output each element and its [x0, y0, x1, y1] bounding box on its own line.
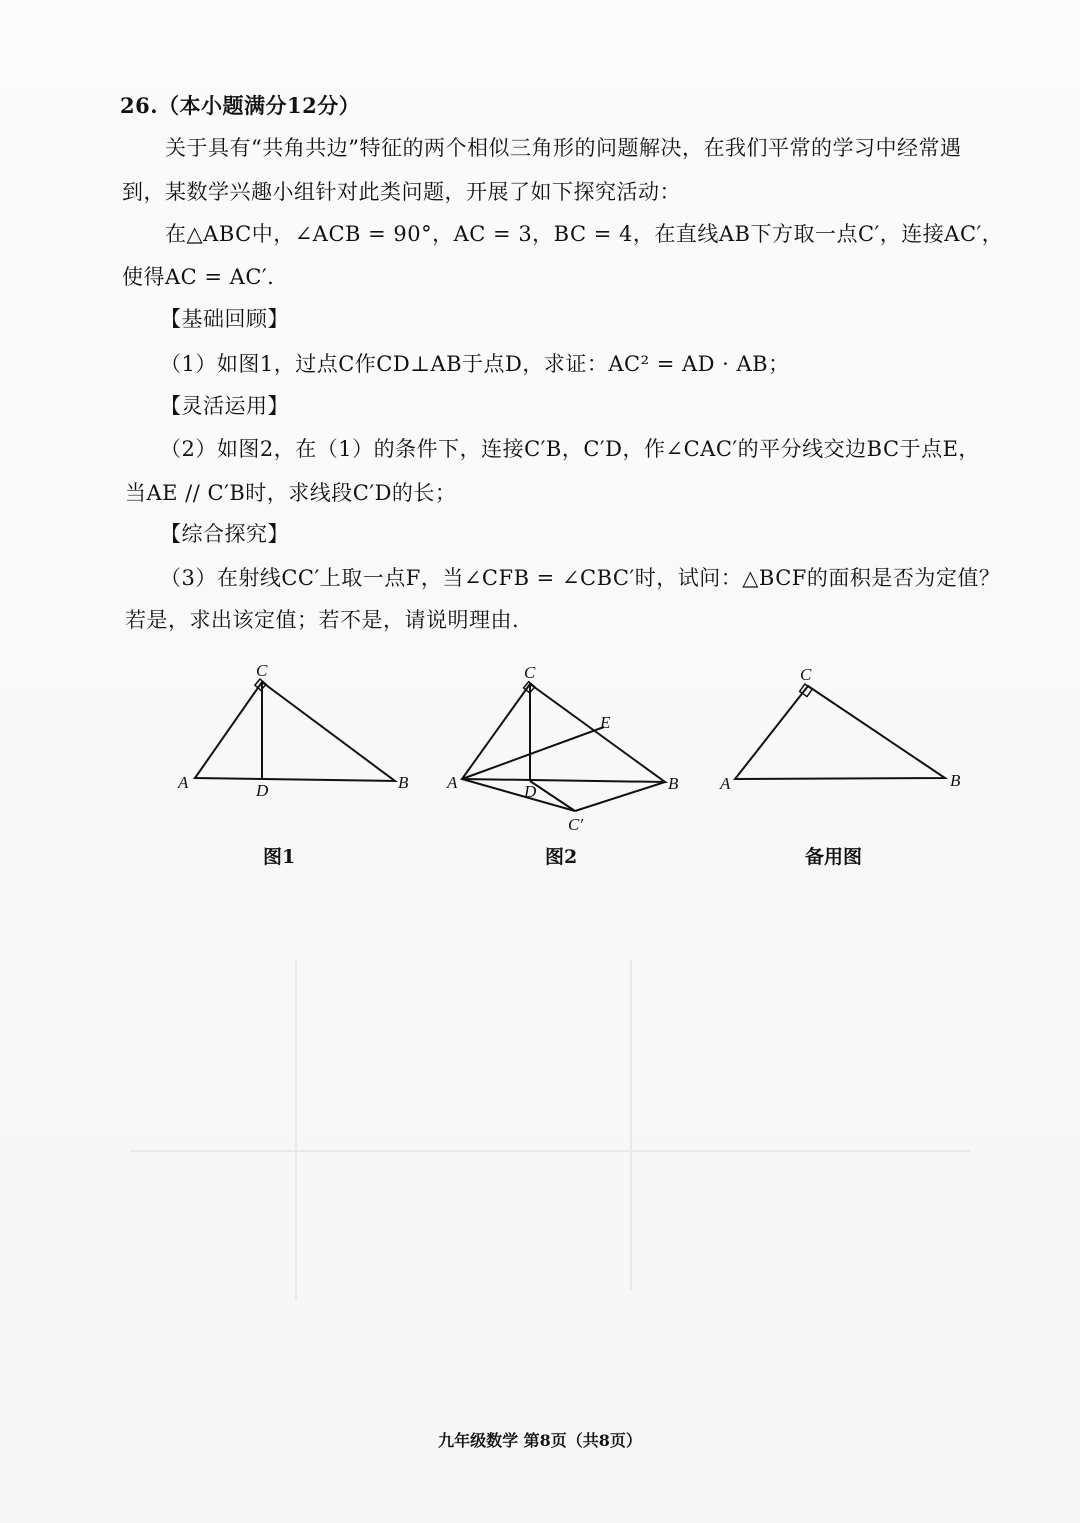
fig3-label-b: B [950, 771, 961, 790]
fig2-label-c: C [524, 663, 536, 682]
fig3-label-c: C [800, 665, 812, 684]
intro-line-1: 关于具有“共角共边”特征的两个相似三角形的问题解决，在我们平常的学习中经常遇 [165, 136, 962, 160]
figure-3-drawing [735, 684, 945, 779]
section-flexible-use: 【灵活运用】 [160, 394, 289, 418]
bleed-line [630, 960, 632, 1290]
fig3-label-a: A [720, 774, 731, 793]
page-footer: 九年级数学 第8页（共8页） [438, 1431, 642, 1450]
section-basic-review: 【基础回顾】 [160, 307, 289, 331]
part-3-line-2: 若是，求出该定值；若不是，请说明理由. [125, 608, 520, 632]
setup-line-2: 使得AC = AC′. [122, 265, 275, 289]
intro-line-2: 到，某数学兴趣小组针对此类问题，开展了如下探究活动： [122, 180, 681, 204]
figure-1-caption: 图1 [263, 846, 296, 868]
fig1-label-d: D [256, 781, 269, 800]
fig1-label-c: C [256, 661, 268, 680]
figure-3-caption: 备用图 [805, 846, 863, 868]
fig2-label-b: B [668, 774, 679, 793]
part-2-line-1: （2）如图2，在（1）的条件下，连接C′B，C′D，作∠CAC′的平分线交边BC于点E， [160, 437, 980, 461]
fig2-label-e: E [600, 713, 611, 732]
question-header: 26.（本小题满分12分） [120, 93, 361, 118]
fig2-label-d: D [524, 782, 537, 801]
section-comprehensive: 【综合探究】 [160, 522, 289, 546]
figure-2-drawing [462, 682, 665, 811]
bleed-line [130, 1150, 970, 1152]
figure-1-drawing [195, 679, 395, 781]
fig1-label-b: B [398, 773, 409, 792]
fig2-label-c-prime: C′ [568, 815, 584, 834]
bleed-line [295, 960, 297, 1300]
part-1: （1）如图1，过点C作CD⊥AB于点D，求证：AC² = AD · AB； [160, 352, 790, 376]
setup-line-1: 在△ABC中，∠ACB = 90°，AC = 3，BC = 4，在直线AB下方取一点C′，连接AC′， [165, 222, 1004, 246]
part-3-line-1: （3）在射线CC′上取一点F，当∠CFB = ∠CBC′时，试问：△BCF的面积是否为定值？ [160, 566, 1001, 590]
fig1-label-a: A [178, 773, 189, 792]
figure-2-caption: 图2 [545, 846, 578, 868]
fig2-label-a: A [447, 773, 458, 792]
part-2-line-2: 当AE // C′B时，求线段C′D的长； [125, 481, 457, 505]
